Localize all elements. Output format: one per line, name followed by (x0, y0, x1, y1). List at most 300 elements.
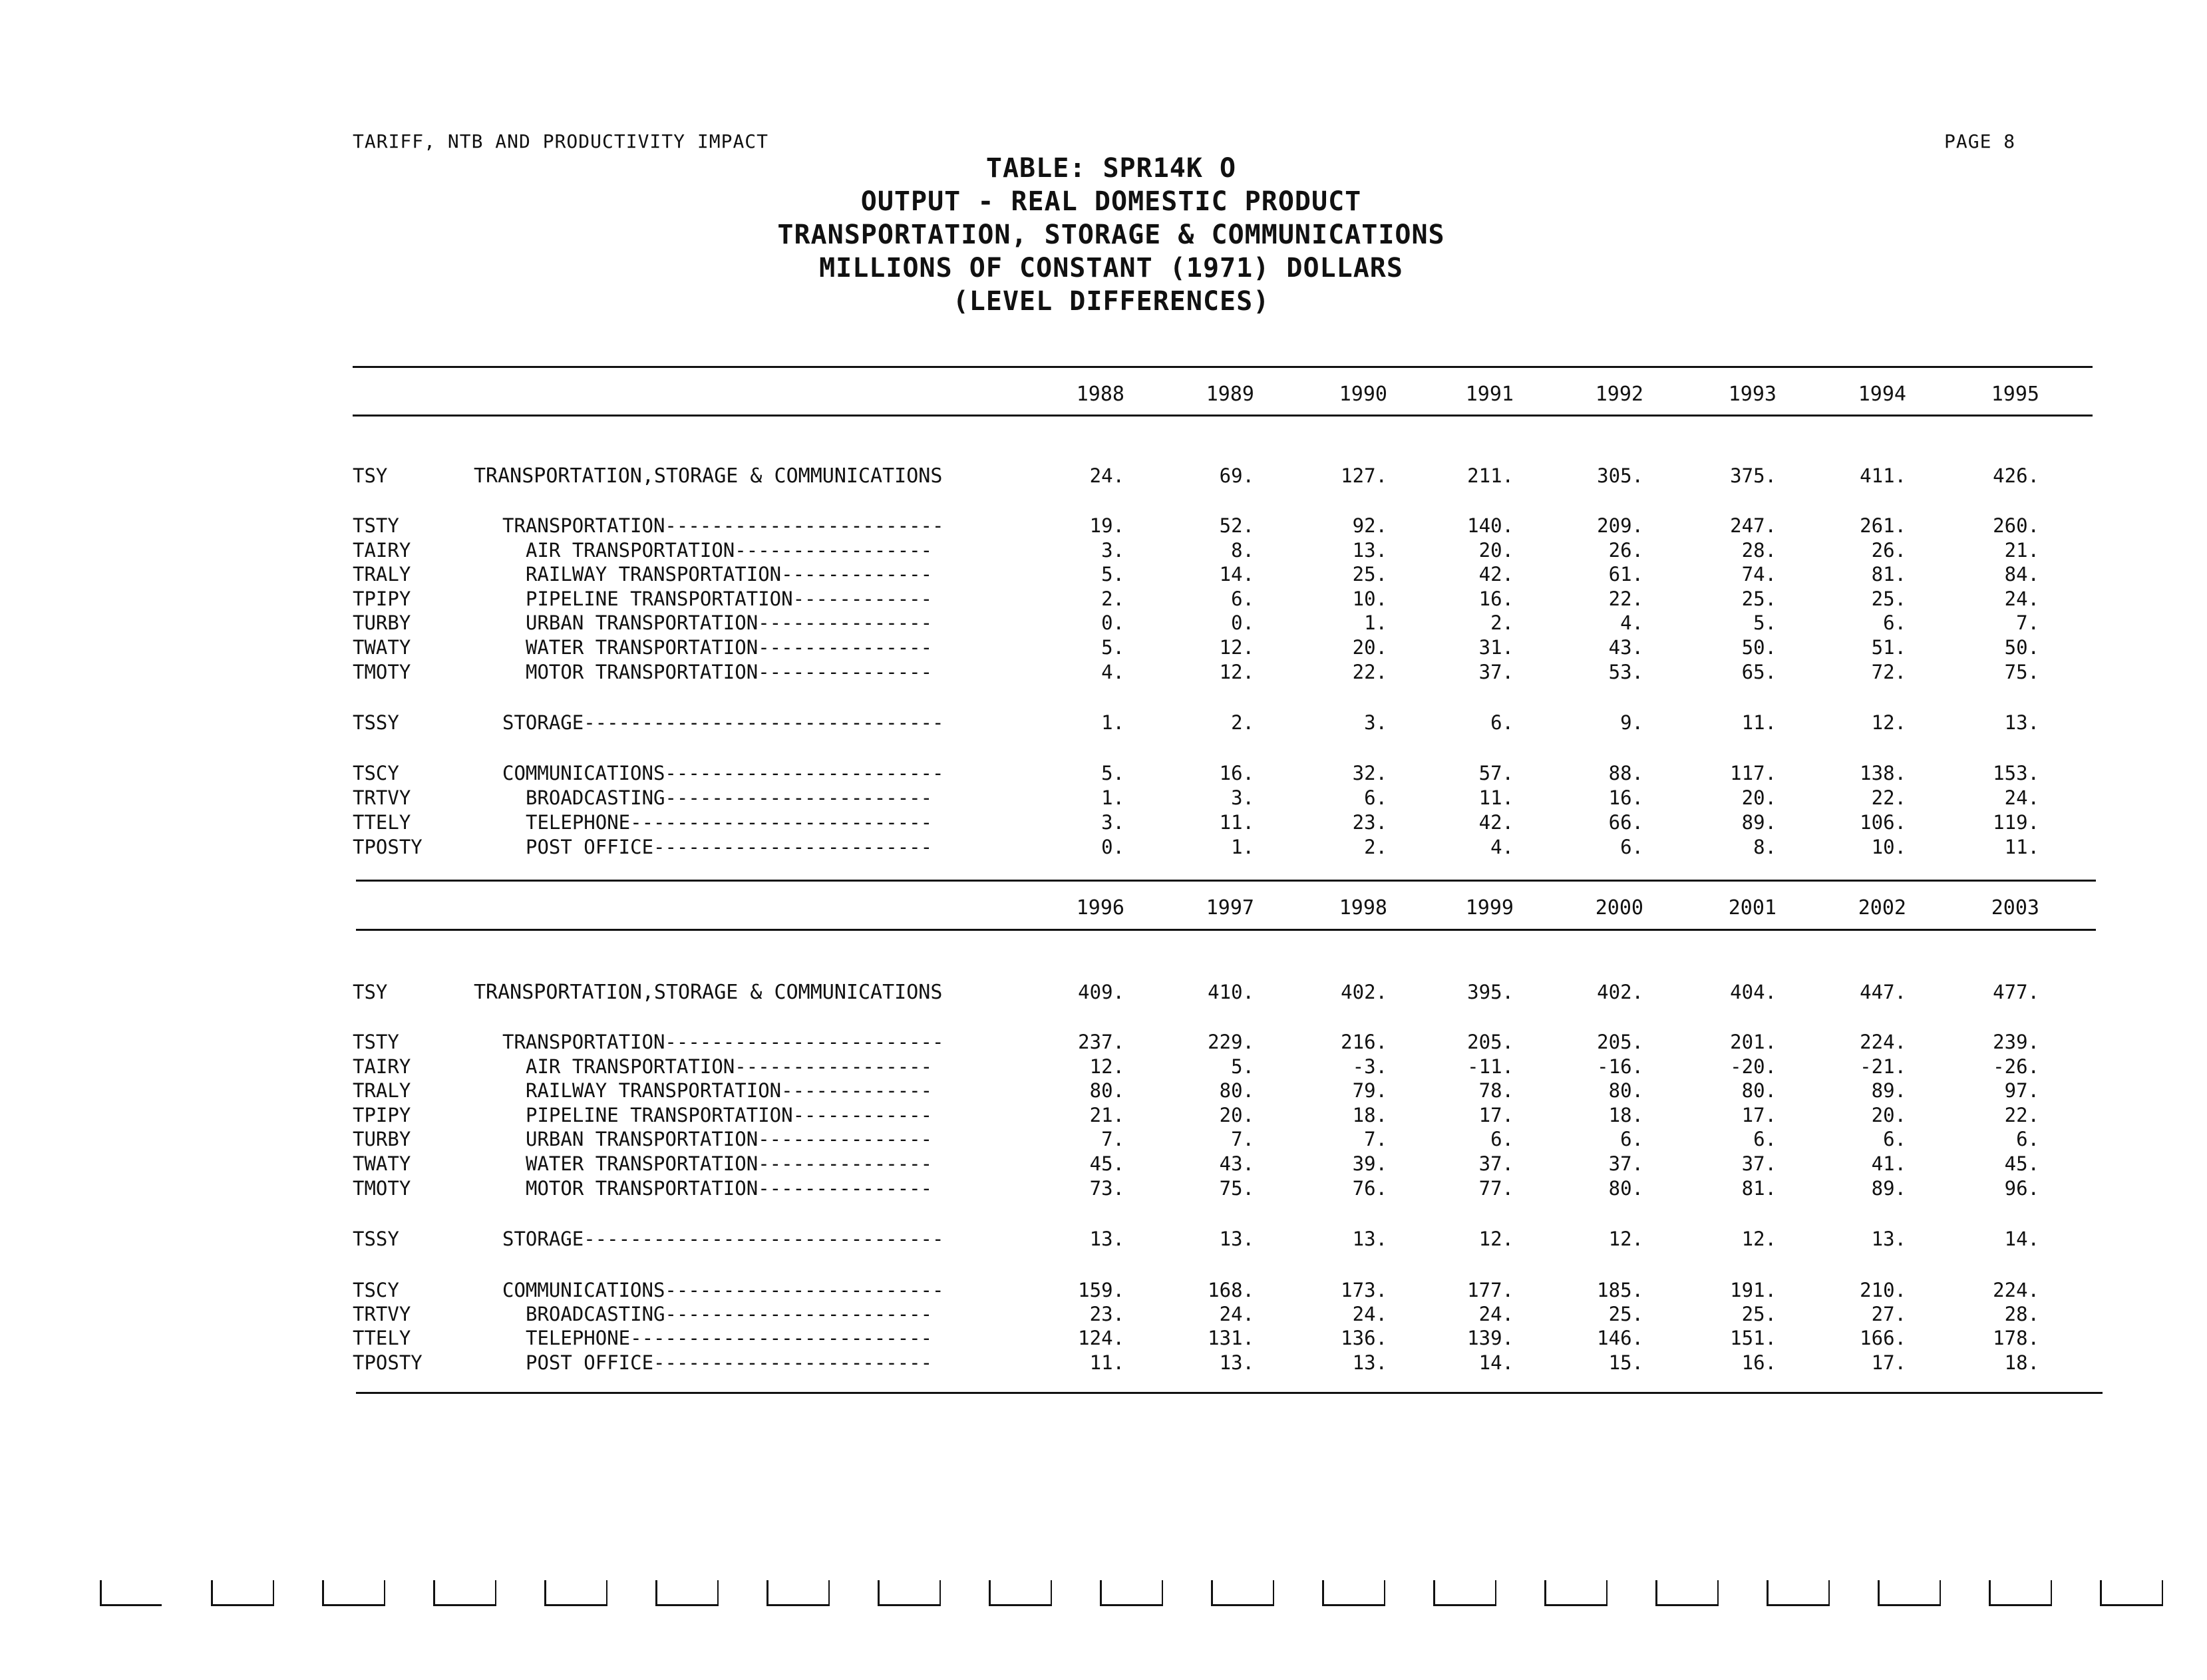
year-header: 1989 (1206, 383, 1254, 406)
table-cell: 57. (1478, 762, 1514, 784)
tick-mark (544, 1580, 607, 1606)
year-header: 1997 (1206, 896, 1254, 920)
table-cell: 2. (1364, 836, 1387, 858)
table-cell: 7. (1101, 1128, 1124, 1150)
row-label: TELEPHONE-------------------------- (526, 811, 933, 834)
table-cell: 89. (1871, 1177, 1906, 1200)
rule-year-1 (353, 415, 2093, 417)
row-code: TAIRY (353, 1055, 411, 1078)
table-cell: 84. (2004, 563, 2039, 586)
table-cell: 24. (2004, 588, 2039, 610)
table-cell: 88. (1608, 762, 1643, 784)
table-cell: 74. (1741, 563, 1777, 586)
table-cell: 20. (1352, 636, 1387, 659)
table-cell: 22. (1608, 588, 1643, 610)
tick-mark (1878, 1580, 1941, 1606)
row-label: WATER TRANSPORTATION--------------- (526, 636, 933, 659)
table-cell: 23. (1352, 811, 1387, 834)
table-cell: 11. (2004, 836, 2039, 858)
table-cell: 11. (1089, 1351, 1124, 1374)
row-code: TWATY (353, 636, 411, 659)
table-cell: 16. (1741, 1351, 1777, 1374)
row-label: TRANSPORTATION,STORAGE & COMMUNICATIONS (474, 464, 943, 488)
table-cell: 4. (1620, 611, 1643, 634)
tick-mark (989, 1580, 1052, 1606)
row-label: RAILWAY TRANSPORTATION------------- (526, 1079, 933, 1102)
table-cell: 0. (1101, 611, 1124, 634)
table-cell: 191. (1730, 1279, 1777, 1301)
table-cell: 410. (1208, 981, 1254, 1003)
table-cell: 43. (1219, 1152, 1254, 1175)
table-cell: 139. (1467, 1327, 1514, 1349)
table-cell: 1. (1364, 611, 1387, 634)
table-cell: 16. (1608, 786, 1643, 809)
table-cell: 3. (1364, 711, 1387, 734)
table-cell: 395. (1467, 981, 1514, 1003)
table-cell: 2. (1101, 588, 1124, 610)
table-cell: 151. (1730, 1327, 1777, 1349)
row-label: STORAGE------------------------------- (502, 711, 944, 734)
row-label: URBAN TRANSPORTATION--------------- (526, 611, 933, 634)
table-cell: 13. (1219, 1351, 1254, 1374)
table-cell: 13. (1352, 1351, 1387, 1374)
table-cell: 13. (1871, 1228, 1906, 1250)
table-cell: 3. (1101, 539, 1124, 562)
year-header: 1998 (1339, 896, 1387, 920)
table-cell: 39. (1352, 1152, 1387, 1175)
row-label: STORAGE------------------------------- (502, 1228, 944, 1250)
table-cell: 20. (1871, 1104, 1906, 1126)
table-cell: 12. (1608, 1228, 1643, 1250)
table-cell: 17. (1741, 1104, 1777, 1126)
table-cell: 305. (1597, 464, 1643, 487)
row-code: TWATY (353, 1152, 411, 1175)
table-cell: 7. (1231, 1128, 1254, 1150)
table-cell: 17. (1871, 1351, 1906, 1374)
table-cell: 21. (2004, 539, 2039, 562)
table-cell: 14. (2004, 1228, 2039, 1250)
row-code: TRTVY (353, 786, 411, 809)
year-header: 1994 (1858, 383, 1906, 406)
row-code: TPOSTY (353, 1351, 423, 1374)
tick-mark (1211, 1580, 1274, 1606)
year-header: 1988 (1076, 383, 1124, 406)
row-label: AIR TRANSPORTATION----------------- (526, 539, 933, 562)
table-cell: 89. (1871, 1079, 1906, 1102)
table-cell: 50. (1741, 636, 1777, 659)
table-cell: 37. (1478, 661, 1514, 683)
year-header: 1990 (1339, 383, 1387, 406)
table-cell: 13. (1352, 1228, 1387, 1250)
rule-top-2 (356, 880, 2096, 882)
table-cell: 43. (1608, 636, 1643, 659)
table-cell: 89. (1741, 811, 1777, 834)
table-cell: 4. (1490, 836, 1514, 858)
table-cell: 10. (1352, 588, 1387, 610)
table-cell: 61. (1608, 563, 1643, 586)
tick-mark (1322, 1580, 1385, 1606)
row-code: TURBY (353, 611, 411, 634)
table-cell: 117. (1730, 762, 1777, 784)
table-cell: 28. (1741, 539, 1777, 562)
table-cell: 52. (1219, 514, 1254, 537)
table-cell: 6. (1231, 588, 1254, 610)
table-cell: 178. (1993, 1327, 2039, 1349)
table-cell: 25. (1741, 588, 1777, 610)
row-label: MOTOR TRANSPORTATION--------------- (526, 1177, 933, 1200)
table-cell: 6. (1753, 1128, 1777, 1150)
year-header: 2002 (1858, 896, 1906, 920)
table-cell: 224. (1860, 1031, 1906, 1053)
table-cell: 6. (1620, 1128, 1643, 1150)
table-cell: 41. (1871, 1152, 1906, 1175)
row-code: TPIPY (353, 1104, 411, 1126)
year-header: 1995 (1991, 383, 2039, 406)
table-cell: 247. (1730, 514, 1777, 537)
table-cell: 168. (1208, 1279, 1254, 1301)
table-cell: 72. (1871, 661, 1906, 683)
table-cell: 13. (2004, 711, 2039, 734)
table-cell: 15. (1608, 1351, 1643, 1374)
table-cell: 426. (1993, 464, 2039, 487)
table-cell: 6. (2016, 1128, 2039, 1150)
table-cell: 261. (1860, 514, 1906, 537)
table-cell: 402. (1341, 981, 1387, 1003)
table-cell: 21. (1089, 1104, 1124, 1126)
table-cell: 209. (1597, 514, 1643, 537)
row-code: TSCY (353, 762, 399, 784)
table-cell: 404. (1730, 981, 1777, 1003)
table-cell: 80. (1219, 1079, 1254, 1102)
row-code: TPIPY (353, 588, 411, 610)
tick-mark (1767, 1580, 1830, 1606)
table-cell: -26. (1993, 1055, 2039, 1078)
table-cell: 173. (1341, 1279, 1387, 1301)
tick-mark (433, 1580, 496, 1606)
table-cell: 17. (1478, 1104, 1514, 1126)
table-cell: 10. (1871, 836, 1906, 858)
table-cell: 375. (1730, 464, 1777, 487)
row-code: TTELY (353, 1327, 411, 1349)
row-label: COMMUNICATIONS------------------------ (502, 762, 944, 784)
table-cell: -11. (1467, 1055, 1514, 1078)
table-cell: 42. (1478, 563, 1514, 586)
table-cell: 53. (1608, 661, 1643, 683)
table-cell: 16. (1219, 762, 1254, 784)
tick-mark (211, 1580, 274, 1606)
table-cell: 229. (1208, 1031, 1254, 1053)
row-label: WATER TRANSPORTATION--------------- (526, 1152, 933, 1175)
table-cell: 119. (1993, 811, 2039, 834)
rule-bottom (356, 1392, 2103, 1394)
table-cell: 11. (1478, 786, 1514, 809)
table-cell: 16. (1478, 588, 1514, 610)
row-code: TRTVY (353, 1303, 411, 1325)
table-cell: 260. (1993, 514, 2039, 537)
table-cell: 73. (1089, 1177, 1124, 1200)
table-cell: 24. (1352, 1303, 1387, 1325)
table-units: MILLIONS OF CONSTANT (1971) DOLLARS (819, 253, 1403, 283)
row-code: TRALY (353, 1079, 411, 1102)
table-cell: 23. (1089, 1303, 1124, 1325)
tick-mark (655, 1580, 719, 1606)
table-cell: 12. (1871, 711, 1906, 734)
year-header: 2001 (1728, 896, 1777, 920)
table-cell: 24. (1478, 1303, 1514, 1325)
table-cell: 79. (1352, 1079, 1387, 1102)
table-cell: 25. (1741, 1303, 1777, 1325)
table-cell: 66. (1608, 811, 1643, 834)
table-cell: 18. (1608, 1104, 1643, 1126)
tick-mark (1655, 1580, 1719, 1606)
row-code: TSCY (353, 1279, 399, 1301)
table-cell: 27. (1871, 1303, 1906, 1325)
row-code: TSY (353, 464, 388, 487)
table-cell: 19. (1089, 514, 1124, 537)
table-cell: 6. (1883, 1128, 1906, 1150)
table-cell: 237. (1078, 1031, 1124, 1053)
rule-top-1 (353, 366, 2093, 368)
rule-year-2 (356, 929, 2096, 931)
row-label: TRANSPORTATION------------------------ (502, 1031, 944, 1053)
table-id: TABLE: SPR14K O (985, 153, 1237, 184)
table-cell: 92. (1352, 514, 1387, 537)
table-cell: 138. (1860, 762, 1906, 784)
table-cell: 7. (2016, 611, 2039, 634)
table-cell: 447. (1860, 981, 1906, 1003)
table-cell: 96. (2004, 1177, 2039, 1200)
row-label: AIR TRANSPORTATION----------------- (526, 1055, 933, 1078)
row-code: TTELY (353, 811, 411, 834)
table-cell: 5. (1231, 1055, 1254, 1078)
table-cell: 24. (1219, 1303, 1254, 1325)
page-tick-marks (100, 1580, 2169, 1607)
table-cell: 20. (1219, 1104, 1254, 1126)
tick-mark (878, 1580, 941, 1606)
row-label: TELEPHONE-------------------------- (526, 1327, 933, 1349)
row-code: TPOSTY (353, 836, 423, 858)
table-cell: 26. (1871, 539, 1906, 562)
table-cell: 14. (1219, 563, 1254, 586)
table-cell: 50. (2004, 636, 2039, 659)
table-cell: 32. (1352, 762, 1387, 784)
row-label: URBAN TRANSPORTATION--------------- (526, 1128, 933, 1150)
table-cell: -21. (1860, 1055, 1906, 1078)
table-cell: 146. (1597, 1327, 1643, 1349)
table-cell: 69. (1219, 464, 1254, 487)
table-cell: 1. (1101, 711, 1124, 734)
tick-mark (1433, 1580, 1496, 1606)
table-cell: 1. (1101, 786, 1124, 809)
table-cell: 81. (1871, 563, 1906, 586)
table-cell: 80. (1089, 1079, 1124, 1102)
table-cell: 477. (1993, 981, 2039, 1003)
table-cell: 127. (1341, 464, 1387, 487)
table-cell: 2. (1490, 611, 1514, 634)
table-cell: 75. (1219, 1177, 1254, 1200)
table-cell: 216. (1341, 1031, 1387, 1053)
table-cell: 22. (1352, 661, 1387, 683)
table-cell: -16. (1597, 1055, 1643, 1078)
table-cell: 81. (1741, 1177, 1777, 1200)
table-cell: 8. (1753, 836, 1777, 858)
table-cell: 26. (1608, 539, 1643, 562)
row-code: TSSY (353, 711, 399, 734)
tick-mark (1544, 1580, 1608, 1606)
table-cell: 411. (1860, 464, 1906, 487)
table-cell: 6. (1490, 711, 1514, 734)
table-sector: TRANSPORTATION, STORAGE & COMMUNICATIONS (777, 220, 1445, 250)
table-cell: 131. (1208, 1327, 1254, 1349)
table-cell: 20. (1741, 786, 1777, 809)
table-cell: 78. (1478, 1079, 1514, 1102)
row-label: COMMUNICATIONS------------------------ (502, 1279, 944, 1301)
table-cell: 13. (1352, 539, 1387, 562)
table-cell: 11. (1741, 711, 1777, 734)
row-label: TRANSPORTATION------------------------ (502, 514, 944, 537)
table-cell: 106. (1860, 811, 1906, 834)
tick-mark (1989, 1580, 2052, 1606)
table-cell: 31. (1478, 636, 1514, 659)
table-cell: 97. (2004, 1079, 2039, 1102)
table-cell: 136. (1341, 1327, 1387, 1349)
table-cell: 239. (1993, 1031, 2039, 1053)
table-cell: 6. (1364, 786, 1387, 809)
table-cell: 8. (1231, 539, 1254, 562)
report-title: TARIFF, NTB AND PRODUCTIVITY IMPACT (353, 130, 769, 152)
row-code: TSTY (353, 1031, 399, 1053)
table-subject: OUTPUT - REAL DOMESTIC PRODUCT (860, 186, 1362, 217)
row-label: TRANSPORTATION,STORAGE & COMMUNICATIONS (474, 981, 943, 1004)
year-header: 1999 (1465, 896, 1514, 920)
table-cell: 42. (1478, 811, 1514, 834)
table-cell: 45. (1089, 1152, 1124, 1175)
table-cell: 28. (2004, 1303, 2039, 1325)
table-cell: 80. (1741, 1079, 1777, 1102)
table-cell: 210. (1860, 1279, 1906, 1301)
table-cell: 18. (1352, 1104, 1387, 1126)
table-cell: 140. (1467, 514, 1514, 537)
row-label: PIPELINE TRANSPORTATION------------ (526, 1104, 933, 1126)
table-cell: 11. (1219, 811, 1254, 834)
row-code: TSSY (353, 1228, 399, 1250)
table-cell: 224. (1993, 1279, 2039, 1301)
tick-mark (2100, 1580, 2163, 1606)
table-cell: 124. (1078, 1327, 1124, 1349)
row-label: BROADCASTING----------------------- (526, 786, 933, 809)
table-cell: 80. (1608, 1177, 1643, 1200)
table-cell: 185. (1597, 1279, 1643, 1301)
year-header: 1992 (1595, 383, 1643, 406)
row-code: TMOTY (353, 1177, 411, 1200)
table-cell: -20. (1730, 1055, 1777, 1078)
table-cell: 12. (1089, 1055, 1124, 1078)
row-label: MOTOR TRANSPORTATION--------------- (526, 661, 933, 683)
table-cell: 205. (1597, 1031, 1643, 1053)
table-cell: 25. (1871, 588, 1906, 610)
table-cell: 159. (1078, 1279, 1124, 1301)
table-titles (752, 152, 1470, 318)
table-cell: 166. (1860, 1327, 1906, 1349)
page-number: PAGE 8 (1944, 130, 2016, 152)
table-cell: 45. (2004, 1152, 2039, 1175)
row-code: TRALY (353, 563, 411, 586)
table-cell: 20. (1478, 539, 1514, 562)
tick-mark (1100, 1580, 1163, 1606)
table-cell: 0. (1231, 611, 1254, 634)
table-cell: 205. (1467, 1031, 1514, 1053)
table-cell: 12. (1219, 636, 1254, 659)
table-cell: 409. (1078, 981, 1124, 1003)
table-cell: 3. (1231, 786, 1254, 809)
table-cell: 37. (1741, 1152, 1777, 1175)
table-cell: 6. (1490, 1128, 1514, 1150)
table-cell: 22. (2004, 1104, 2039, 1126)
row-code: TSY (353, 981, 388, 1003)
year-header: 1996 (1076, 896, 1124, 920)
year-header: 2000 (1595, 896, 1643, 920)
row-code: TAIRY (353, 539, 411, 562)
table-cell: 153. (1993, 762, 2039, 784)
table-cell: 77. (1478, 1177, 1514, 1200)
table-cell: 5. (1101, 762, 1124, 784)
table-cell: 18. (2004, 1351, 2039, 1374)
year-header: 2003 (1991, 896, 2039, 920)
table-cell: 5. (1101, 636, 1124, 659)
table-cell: 13. (1219, 1228, 1254, 1250)
row-label: POST OFFICE------------------------ (526, 836, 933, 858)
year-header: 1991 (1465, 383, 1514, 406)
row-label: POST OFFICE------------------------ (526, 1351, 933, 1374)
table-cell: 3. (1101, 811, 1124, 834)
table-cell: 2. (1231, 711, 1254, 734)
table-cell: 75. (2004, 661, 2039, 683)
table-measure: (LEVEL DIFFERENCES) (952, 286, 1270, 317)
table-cell: 211. (1467, 464, 1514, 487)
row-code: TSTY (353, 514, 399, 537)
table-cell: 51. (1871, 636, 1906, 659)
row-code: TURBY (353, 1128, 411, 1150)
year-header: 1993 (1728, 383, 1777, 406)
table-cell: 1. (1231, 836, 1254, 858)
tick-mark (766, 1580, 830, 1606)
table-cell: 7. (1364, 1128, 1387, 1150)
table-cell: 4. (1101, 661, 1124, 683)
table-cell: 24. (2004, 786, 2039, 809)
table-cell: 12. (1219, 661, 1254, 683)
table-cell: 37. (1478, 1152, 1514, 1175)
table-cell: 37. (1608, 1152, 1643, 1175)
row-label: RAILWAY TRANSPORTATION------------- (526, 563, 933, 586)
table-cell: 177. (1467, 1279, 1514, 1301)
table-cell: 9. (1620, 711, 1643, 734)
row-label: BROADCASTING----------------------- (526, 1303, 933, 1325)
table-cell: 5. (1101, 563, 1124, 586)
table-cell: 0. (1101, 836, 1124, 858)
table-cell: 12. (1478, 1228, 1514, 1250)
table-cell: 22. (1871, 786, 1906, 809)
table-cell: 6. (1883, 611, 1906, 634)
table-cell: 13. (1089, 1228, 1124, 1250)
tick-mark (322, 1580, 385, 1606)
table-cell: 80. (1608, 1079, 1643, 1102)
table-cell: 25. (1608, 1303, 1643, 1325)
table-cell: 25. (1352, 563, 1387, 586)
table-cell: 201. (1730, 1031, 1777, 1053)
table-cell: 24. (1089, 464, 1124, 487)
table-cell: 14. (1478, 1351, 1514, 1374)
row-label: PIPELINE TRANSPORTATION------------ (526, 588, 933, 610)
